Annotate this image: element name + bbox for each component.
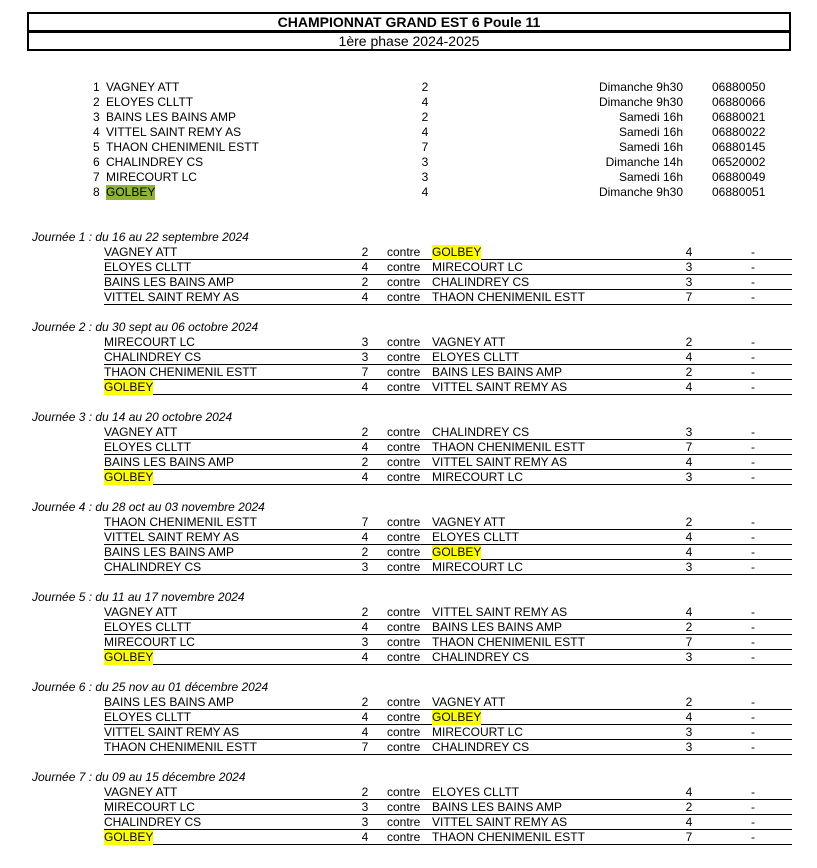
match-score: - [751, 725, 755, 739]
versus-label: contre [387, 785, 421, 799]
match-score: - [751, 365, 755, 379]
home-code: 2 [361, 605, 369, 619]
match-score: - [751, 650, 755, 664]
away-team: VAGNEY ATT [432, 335, 506, 349]
match-score: - [751, 635, 755, 649]
away-code: 4 [685, 785, 693, 799]
team-code: 4 [421, 95, 429, 109]
home-team: VAGNEY ATT [104, 425, 178, 439]
home-code: 2 [361, 245, 369, 259]
home-code: 4 [361, 440, 369, 454]
match-score: - [751, 260, 755, 274]
team-number: 2 [93, 95, 100, 109]
away-team: VAGNEY ATT [432, 695, 506, 709]
home-team: MIRECOURT LC [104, 335, 195, 349]
home-team: THAON CHENIMENIL ESTT [104, 740, 257, 754]
away-code: 2 [685, 800, 693, 814]
versus-label: contre [387, 605, 421, 619]
versus-label: contre [387, 620, 421, 634]
home-team: CHALINDREY CS [104, 815, 202, 829]
home-team: ELOYES CLLTT [104, 620, 192, 634]
team-number: 6 [93, 155, 100, 169]
match-score: - [751, 440, 755, 454]
home-code: 4 [361, 380, 369, 394]
team-code: 2 [421, 110, 429, 124]
away-code: 3 [685, 275, 693, 289]
home-code: 2 [361, 545, 369, 559]
team-id: 06880051 [712, 185, 766, 199]
match-score: - [751, 785, 755, 799]
versus-label: contre [387, 710, 421, 724]
round-title: Journée 1 : du 16 au 22 septembre 2024 [32, 230, 249, 244]
away-team: CHALINDREY CS [432, 740, 530, 754]
away-code: 3 [685, 470, 693, 484]
home-code: 2 [361, 455, 369, 469]
match-score: - [751, 695, 755, 709]
match-row [104, 275, 792, 290]
away-team: CHALINDREY CS [432, 425, 530, 439]
match-score: - [751, 515, 755, 529]
home-code: 4 [361, 620, 369, 634]
match-score: - [751, 800, 755, 814]
match-score: - [751, 605, 755, 619]
away-code: 2 [685, 365, 693, 379]
page-subtitle: 1ère phase 2024-2025 [27, 31, 791, 51]
match-row [104, 800, 792, 815]
home-team: GOLBEY [104, 830, 154, 844]
team-match-day: Dimanche 9h30 [598, 185, 683, 199]
team-id: 06880050 [712, 80, 766, 94]
home-code: 3 [361, 560, 369, 574]
match-row [104, 605, 792, 620]
match-score: - [751, 350, 755, 364]
home-team: VAGNEY ATT [104, 785, 178, 799]
match-row [104, 725, 792, 740]
home-code: 2 [361, 695, 369, 709]
versus-label: contre [387, 560, 421, 574]
away-team: THAON CHENIMENIL ESTT [432, 635, 585, 649]
home-code: 7 [361, 515, 369, 529]
home-team: THAON CHENIMENIL ESTT [104, 365, 257, 379]
home-team: GOLBEY [104, 470, 154, 484]
home-code: 4 [361, 530, 369, 544]
away-code: 3 [685, 260, 693, 274]
match-score: - [751, 290, 755, 304]
match-row [104, 560, 792, 575]
away-code: 3 [685, 560, 693, 574]
home-team: VITTEL SAINT REMY AS [104, 530, 240, 544]
home-team: VAGNEY ATT [104, 245, 178, 259]
team-id: 06880021 [712, 110, 766, 124]
round-title: Journée 4 : du 28 oct au 03 novembre 2024 [32, 500, 265, 514]
home-code: 3 [361, 800, 369, 814]
round-title: Journée 5 : du 11 au 17 novembre 2024 [32, 590, 245, 604]
match-row [104, 710, 792, 725]
versus-label: contre [387, 635, 421, 649]
away-team: MIRECOURT LC [432, 260, 523, 274]
away-team: VITTEL SAINT REMY AS [432, 605, 568, 619]
team-match-day: Samedi 16h [618, 125, 683, 139]
match-row [104, 440, 792, 455]
home-code: 3 [361, 335, 369, 349]
versus-label: contre [387, 725, 421, 739]
match-row [104, 260, 792, 275]
away-team: BAINS LES BAINS AMP [432, 365, 563, 379]
versus-label: contre [387, 455, 421, 469]
match-row [104, 350, 792, 365]
away-team: THAON CHENIMENIL ESTT [432, 830, 585, 844]
team-name: VITTEL SAINT REMY AS [106, 125, 242, 139]
home-team: GOLBEY [104, 380, 154, 394]
away-team: ELOYES CLLTT [432, 785, 520, 799]
away-team: MIRECOURT LC [432, 470, 523, 484]
match-row [104, 740, 792, 755]
round-title: Journée 3 : du 14 au 20 octobre 2024 [32, 410, 233, 424]
match-row [104, 635, 792, 650]
team-number: 7 [93, 170, 100, 184]
team-number: 5 [93, 140, 100, 154]
match-row [104, 545, 792, 560]
home-team: VAGNEY ATT [104, 605, 178, 619]
away-code: 3 [685, 425, 693, 439]
match-row [104, 470, 792, 485]
versus-label: contre [387, 440, 421, 454]
round-title: Journée 2 : du 30 sept au 06 octobre 2024 [32, 320, 259, 334]
home-code: 3 [361, 635, 369, 649]
home-code: 4 [361, 830, 369, 844]
versus-label: contre [387, 245, 421, 259]
team-code: 2 [421, 80, 429, 94]
team-match-day: Dimanche 9h30 [598, 95, 683, 109]
round-title: Journée 6 : du 25 nov au 01 décembre 2024 [32, 680, 269, 694]
home-code: 4 [361, 470, 369, 484]
team-id: 06520002 [712, 155, 766, 169]
away-team: THAON CHENIMENIL ESTT [432, 290, 585, 304]
versus-label: contre [387, 545, 421, 559]
match-row [104, 245, 792, 260]
page-title: CHAMPIONNAT GRAND EST 6 Poule 11 [27, 12, 791, 32]
away-code: 3 [685, 740, 693, 754]
home-code: 3 [361, 350, 369, 364]
team-name: MIRECOURT LC [106, 170, 197, 184]
match-row [104, 335, 792, 350]
versus-label: contre [387, 290, 421, 304]
away-code: 4 [685, 350, 693, 364]
away-code: 2 [685, 620, 693, 634]
away-team: CHALINDREY CS [432, 650, 530, 664]
away-code: 7 [685, 635, 693, 649]
versus-label: contre [387, 350, 421, 364]
away-team: VITTEL SAINT REMY AS [432, 815, 568, 829]
away-code: 4 [685, 710, 693, 724]
away-code: 3 [685, 650, 693, 664]
match-score: - [751, 380, 755, 394]
away-code: 7 [685, 290, 693, 304]
away-team: BAINS LES BAINS AMP [432, 620, 563, 634]
team-number: 1 [93, 80, 100, 94]
away-team: CHALINDREY CS [432, 275, 530, 289]
home-team: BAINS LES BAINS AMP [104, 455, 235, 469]
away-code: 2 [685, 515, 693, 529]
away-code: 4 [685, 815, 693, 829]
team-code: 3 [421, 170, 429, 184]
match-score: - [751, 830, 755, 844]
home-code: 7 [361, 365, 369, 379]
away-team: THAON CHENIMENIL ESTT [432, 440, 585, 454]
away-code: 4 [685, 545, 693, 559]
versus-label: contre [387, 365, 421, 379]
team-name: CHALINDREY CS [106, 155, 204, 169]
versus-label: contre [387, 650, 421, 664]
team-id: 06880145 [712, 140, 766, 154]
team-match-day: Samedi 16h [618, 140, 683, 154]
away-team: MIRECOURT LC [432, 560, 523, 574]
home-team: VITTEL SAINT REMY AS [104, 725, 240, 739]
match-row [104, 425, 792, 440]
team-id: 06880022 [712, 125, 766, 139]
away-team: GOLBEY [432, 710, 482, 724]
home-team: BAINS LES BAINS AMP [104, 275, 235, 289]
match-row [104, 695, 792, 710]
match-score: - [751, 560, 755, 574]
home-team: GOLBEY [104, 650, 154, 664]
team-number: 3 [93, 110, 100, 124]
away-team: ELOYES CLLTT [432, 530, 520, 544]
versus-label: contre [387, 380, 421, 394]
home-code: 4 [361, 710, 369, 724]
away-team: GOLBEY [432, 545, 482, 559]
versus-label: contre [387, 695, 421, 709]
home-code: 4 [361, 725, 369, 739]
away-code: 4 [685, 455, 693, 469]
team-match-day: Samedi 16h [618, 110, 683, 124]
match-score: - [751, 545, 755, 559]
versus-label: contre [387, 530, 421, 544]
match-score: - [751, 740, 755, 754]
match-row [104, 830, 792, 845]
home-code: 4 [361, 650, 369, 664]
match-row [104, 530, 792, 545]
team-code: 4 [421, 125, 429, 139]
versus-label: contre [387, 335, 421, 349]
match-score: - [751, 470, 755, 484]
away-team: VAGNEY ATT [432, 515, 506, 529]
match-row [104, 380, 792, 395]
match-row [104, 455, 792, 470]
team-name: ELOYES CLLTT [106, 95, 194, 109]
match-score: - [751, 815, 755, 829]
team-code: 7 [421, 140, 429, 154]
away-team: VITTEL SAINT REMY AS [432, 380, 568, 394]
team-id: 06880066 [712, 95, 766, 109]
away-team: MIRECOURT LC [432, 725, 523, 739]
team-name: GOLBEY [106, 185, 156, 199]
team-name: THAON CHENIMENIL ESTT [106, 140, 259, 154]
home-team: MIRECOURT LC [104, 800, 195, 814]
home-code: 2 [361, 275, 369, 289]
team-number: 4 [93, 125, 100, 139]
away-code: 4 [685, 530, 693, 544]
away-code: 7 [685, 440, 693, 454]
versus-label: contre [387, 815, 421, 829]
home-team: MIRECOURT LC [104, 635, 195, 649]
team-number: 8 [93, 185, 100, 199]
match-score: - [751, 425, 755, 439]
versus-label: contre [387, 425, 421, 439]
away-code: 4 [685, 380, 693, 394]
home-code: 2 [361, 785, 369, 799]
away-code: 7 [685, 830, 693, 844]
home-code: 3 [361, 815, 369, 829]
home-team: CHALINDREY CS [104, 350, 202, 364]
team-name: BAINS LES BAINS AMP [106, 110, 237, 124]
versus-label: contre [387, 470, 421, 484]
team-match-day: Dimanche 14h [605, 155, 683, 169]
home-team: ELOYES CLLTT [104, 440, 192, 454]
away-team: BAINS LES BAINS AMP [432, 800, 563, 814]
versus-label: contre [387, 740, 421, 754]
home-code: 4 [361, 290, 369, 304]
match-row [104, 515, 792, 530]
away-code: 3 [685, 725, 693, 739]
versus-label: contre [387, 260, 421, 274]
match-score: - [751, 710, 755, 724]
home-team: CHALINDREY CS [104, 560, 202, 574]
match-score: - [751, 455, 755, 469]
team-code: 3 [421, 155, 429, 169]
versus-label: contre [387, 275, 421, 289]
team-match-day: Dimanche 9h30 [598, 80, 683, 94]
away-code: 2 [685, 335, 693, 349]
match-score: - [751, 530, 755, 544]
home-team: BAINS LES BAINS AMP [104, 545, 235, 559]
team-match-day: Samedi 16h [618, 170, 683, 184]
versus-label: contre [387, 830, 421, 844]
home-team: VITTEL SAINT REMY AS [104, 290, 240, 304]
away-team: VITTEL SAINT REMY AS [432, 455, 568, 469]
home-team: ELOYES CLLTT [104, 710, 192, 724]
match-score: - [751, 620, 755, 634]
home-code: 4 [361, 260, 369, 274]
versus-label: contre [387, 800, 421, 814]
home-code: 7 [361, 740, 369, 754]
versus-label: contre [387, 515, 421, 529]
home-team: ELOYES CLLTT [104, 260, 192, 274]
match-row [104, 650, 792, 665]
match-row [104, 365, 792, 380]
away-code: 4 [685, 245, 693, 259]
away-team: ELOYES CLLTT [432, 350, 520, 364]
home-code: 2 [361, 425, 369, 439]
team-id: 06880049 [712, 170, 766, 184]
away-code: 2 [685, 695, 693, 709]
match-row [104, 815, 792, 830]
match-row [104, 290, 792, 305]
match-row [104, 785, 792, 800]
home-team: BAINS LES BAINS AMP [104, 695, 235, 709]
away-team: GOLBEY [432, 245, 482, 259]
match-score: - [751, 275, 755, 289]
team-name: VAGNEY ATT [106, 80, 180, 94]
match-score: - [751, 245, 755, 259]
home-team: THAON CHENIMENIL ESTT [104, 515, 257, 529]
away-code: 4 [685, 605, 693, 619]
round-title: Journée 7 : du 09 au 15 décembre 2024 [32, 770, 246, 784]
match-row [104, 620, 792, 635]
match-score: - [751, 335, 755, 349]
team-code: 4 [421, 185, 429, 199]
